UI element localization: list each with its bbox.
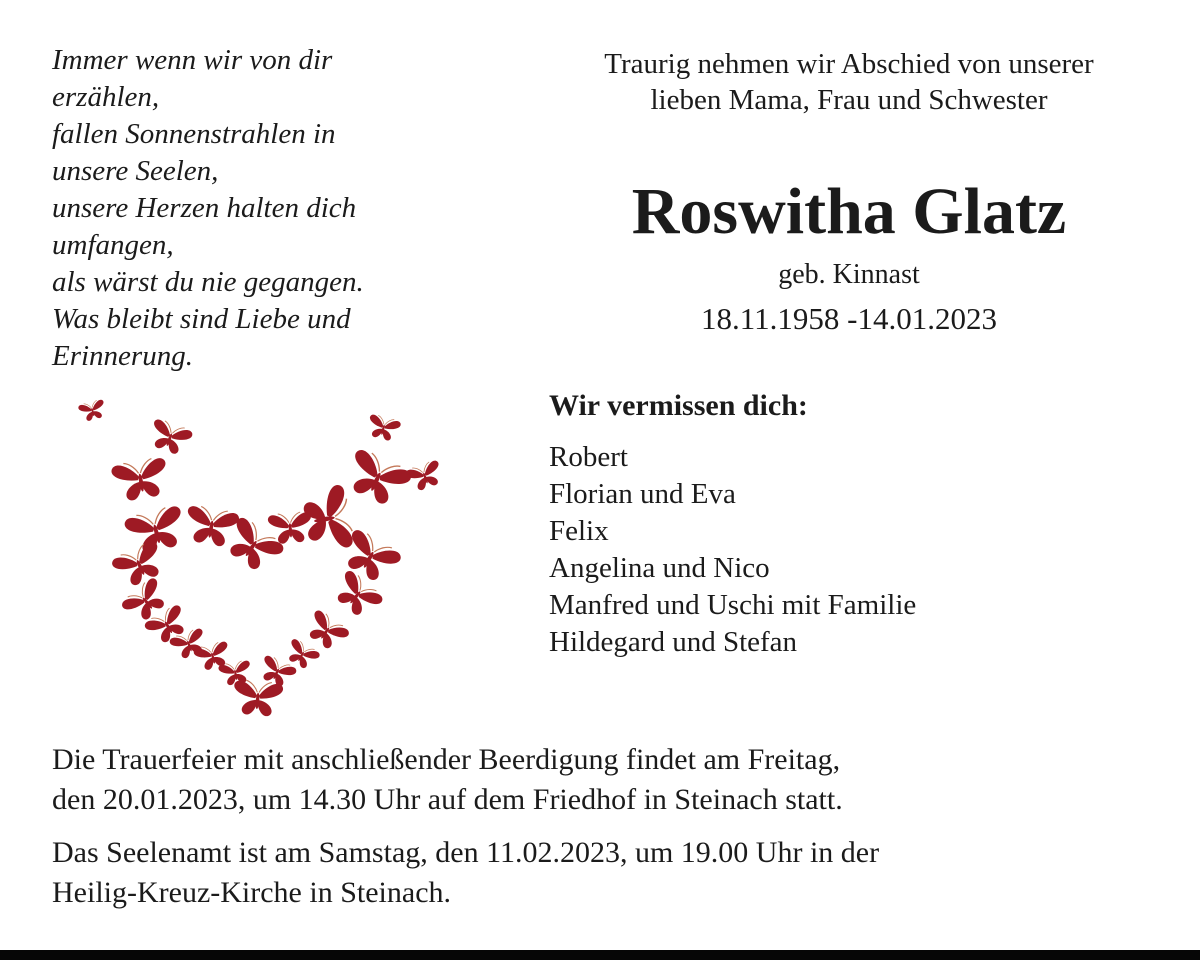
poem-line: fallen Sonnenstrahlen in xyxy=(52,118,336,150)
butterfly-icon xyxy=(110,539,169,590)
announcement-intro-line: Traurig nehmen wir Abschied von unserer xyxy=(604,48,1094,80)
butterfly-icon xyxy=(365,413,401,442)
butterfly-icon xyxy=(267,511,313,545)
funeral-paragraph xyxy=(52,740,1112,820)
poem-line: unsere Herzen halten dich xyxy=(52,192,357,224)
butterfly-icon xyxy=(404,459,445,493)
mourner-name: Hildegard und Stefan xyxy=(549,626,798,658)
butterfly-icon xyxy=(302,608,351,654)
butterfly-icon xyxy=(232,679,284,717)
funeral-line: Die Trauerfeier mit anschließender Beerdigung findet am Freitag, xyxy=(52,743,841,776)
announcement-intro-line: lieben Mama, Frau und Schwester xyxy=(650,84,1048,116)
mourner-name: Manfred und Uschi mit Familie xyxy=(549,589,917,621)
butterfly-icon xyxy=(78,399,108,423)
poem-line: als wärst du nie gegangen. xyxy=(52,266,364,298)
mourner-name: Florian und Eva xyxy=(549,478,736,510)
mourner-name: Angelina und Nico xyxy=(549,552,770,584)
butterfly-icon xyxy=(146,418,193,458)
poem-line: umfangen, xyxy=(52,229,174,261)
announcement-column xyxy=(549,46,1149,661)
butterfly-icon xyxy=(341,447,414,511)
announcement-intro xyxy=(549,46,1149,118)
scan-edge-bar xyxy=(0,950,1200,960)
funeral-line: den 20.01.2023, um 14.30 Uhr auf dem Friedhof in Steinach statt. xyxy=(52,783,843,816)
seelenamt-paragraph xyxy=(52,833,1112,913)
poem-line: Immer wenn wir von dir xyxy=(52,44,333,76)
butterfly-heart-image xyxy=(50,380,470,720)
mourners-heading: Wir vermissen dich: xyxy=(549,389,808,422)
mourner-name: Robert xyxy=(549,441,628,473)
maiden-name: geb. Kinnast xyxy=(778,259,920,290)
butterfly-icon xyxy=(120,576,172,627)
butterfly-icon xyxy=(183,504,240,548)
funeral-line: Das Seelenamt ist am Samstag, den 11.02.2023, um 19.00 Uhr in der xyxy=(52,836,880,869)
poem-line: unsere Seelen, xyxy=(52,155,219,187)
mourner-list xyxy=(549,439,1149,661)
deceased-name: Roswitha Glatz xyxy=(631,175,1067,248)
funeral-information xyxy=(52,740,1112,913)
funeral-line: Heilig-Kreuz-Kirche in Steinach. xyxy=(52,876,452,909)
poem-line: erzählen, xyxy=(52,81,160,113)
life-dates: 18.11.1958 -14.01.2023 xyxy=(701,301,997,336)
mourner-name: Felix xyxy=(549,515,609,547)
poem-line: Erinnerung. xyxy=(52,340,193,372)
butterfly-icon xyxy=(110,456,170,503)
poem-line: Was bleibt sind Liebe und xyxy=(52,303,351,335)
memorial-poem xyxy=(52,42,364,375)
